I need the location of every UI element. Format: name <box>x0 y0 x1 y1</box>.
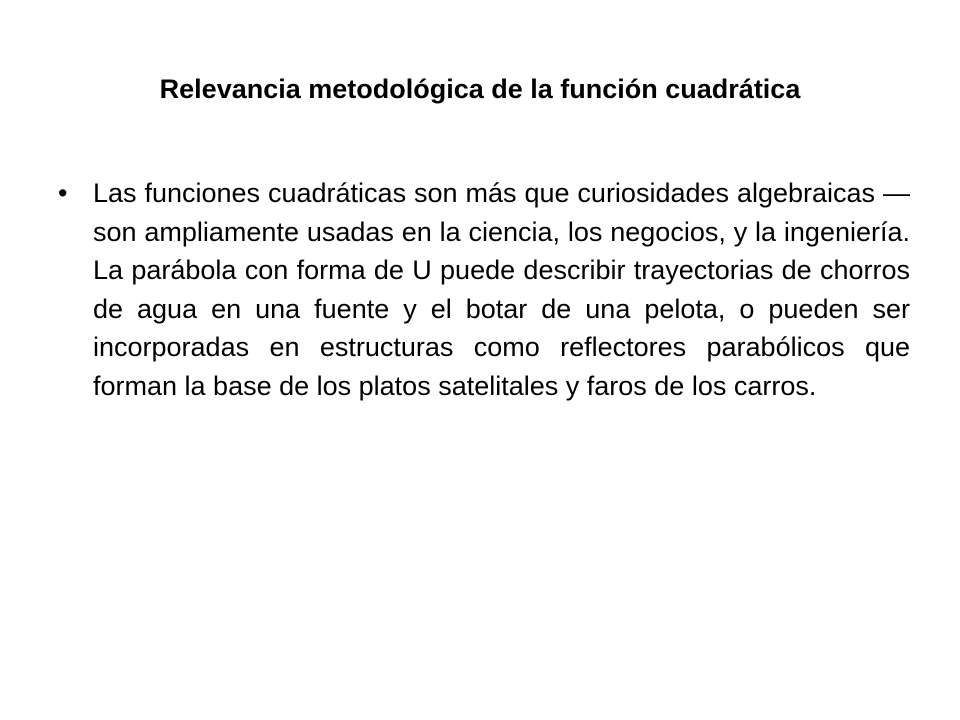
bullet-list <box>58 174 910 405</box>
slide-title: Relevancia metodológica de la función cuadrática <box>159 74 801 104</box>
bullet-text: Las funciones cuadráticas son más que curiosidades algebraicas — son ampliamente usadas en la ciencia, los negocios, y la ingeniería. La parábola con forma de U puede describir trayectorias de chorros de agua en una fuente y el botar de una pelota, o pueden ser incorporadas en estructuras como reflectores parabólicos que forman la base de los platos satelitales y faros de los carros. <box>93 178 910 401</box>
bullet-item <box>58 174 910 405</box>
bullet-marker: • <box>58 178 68 208</box>
